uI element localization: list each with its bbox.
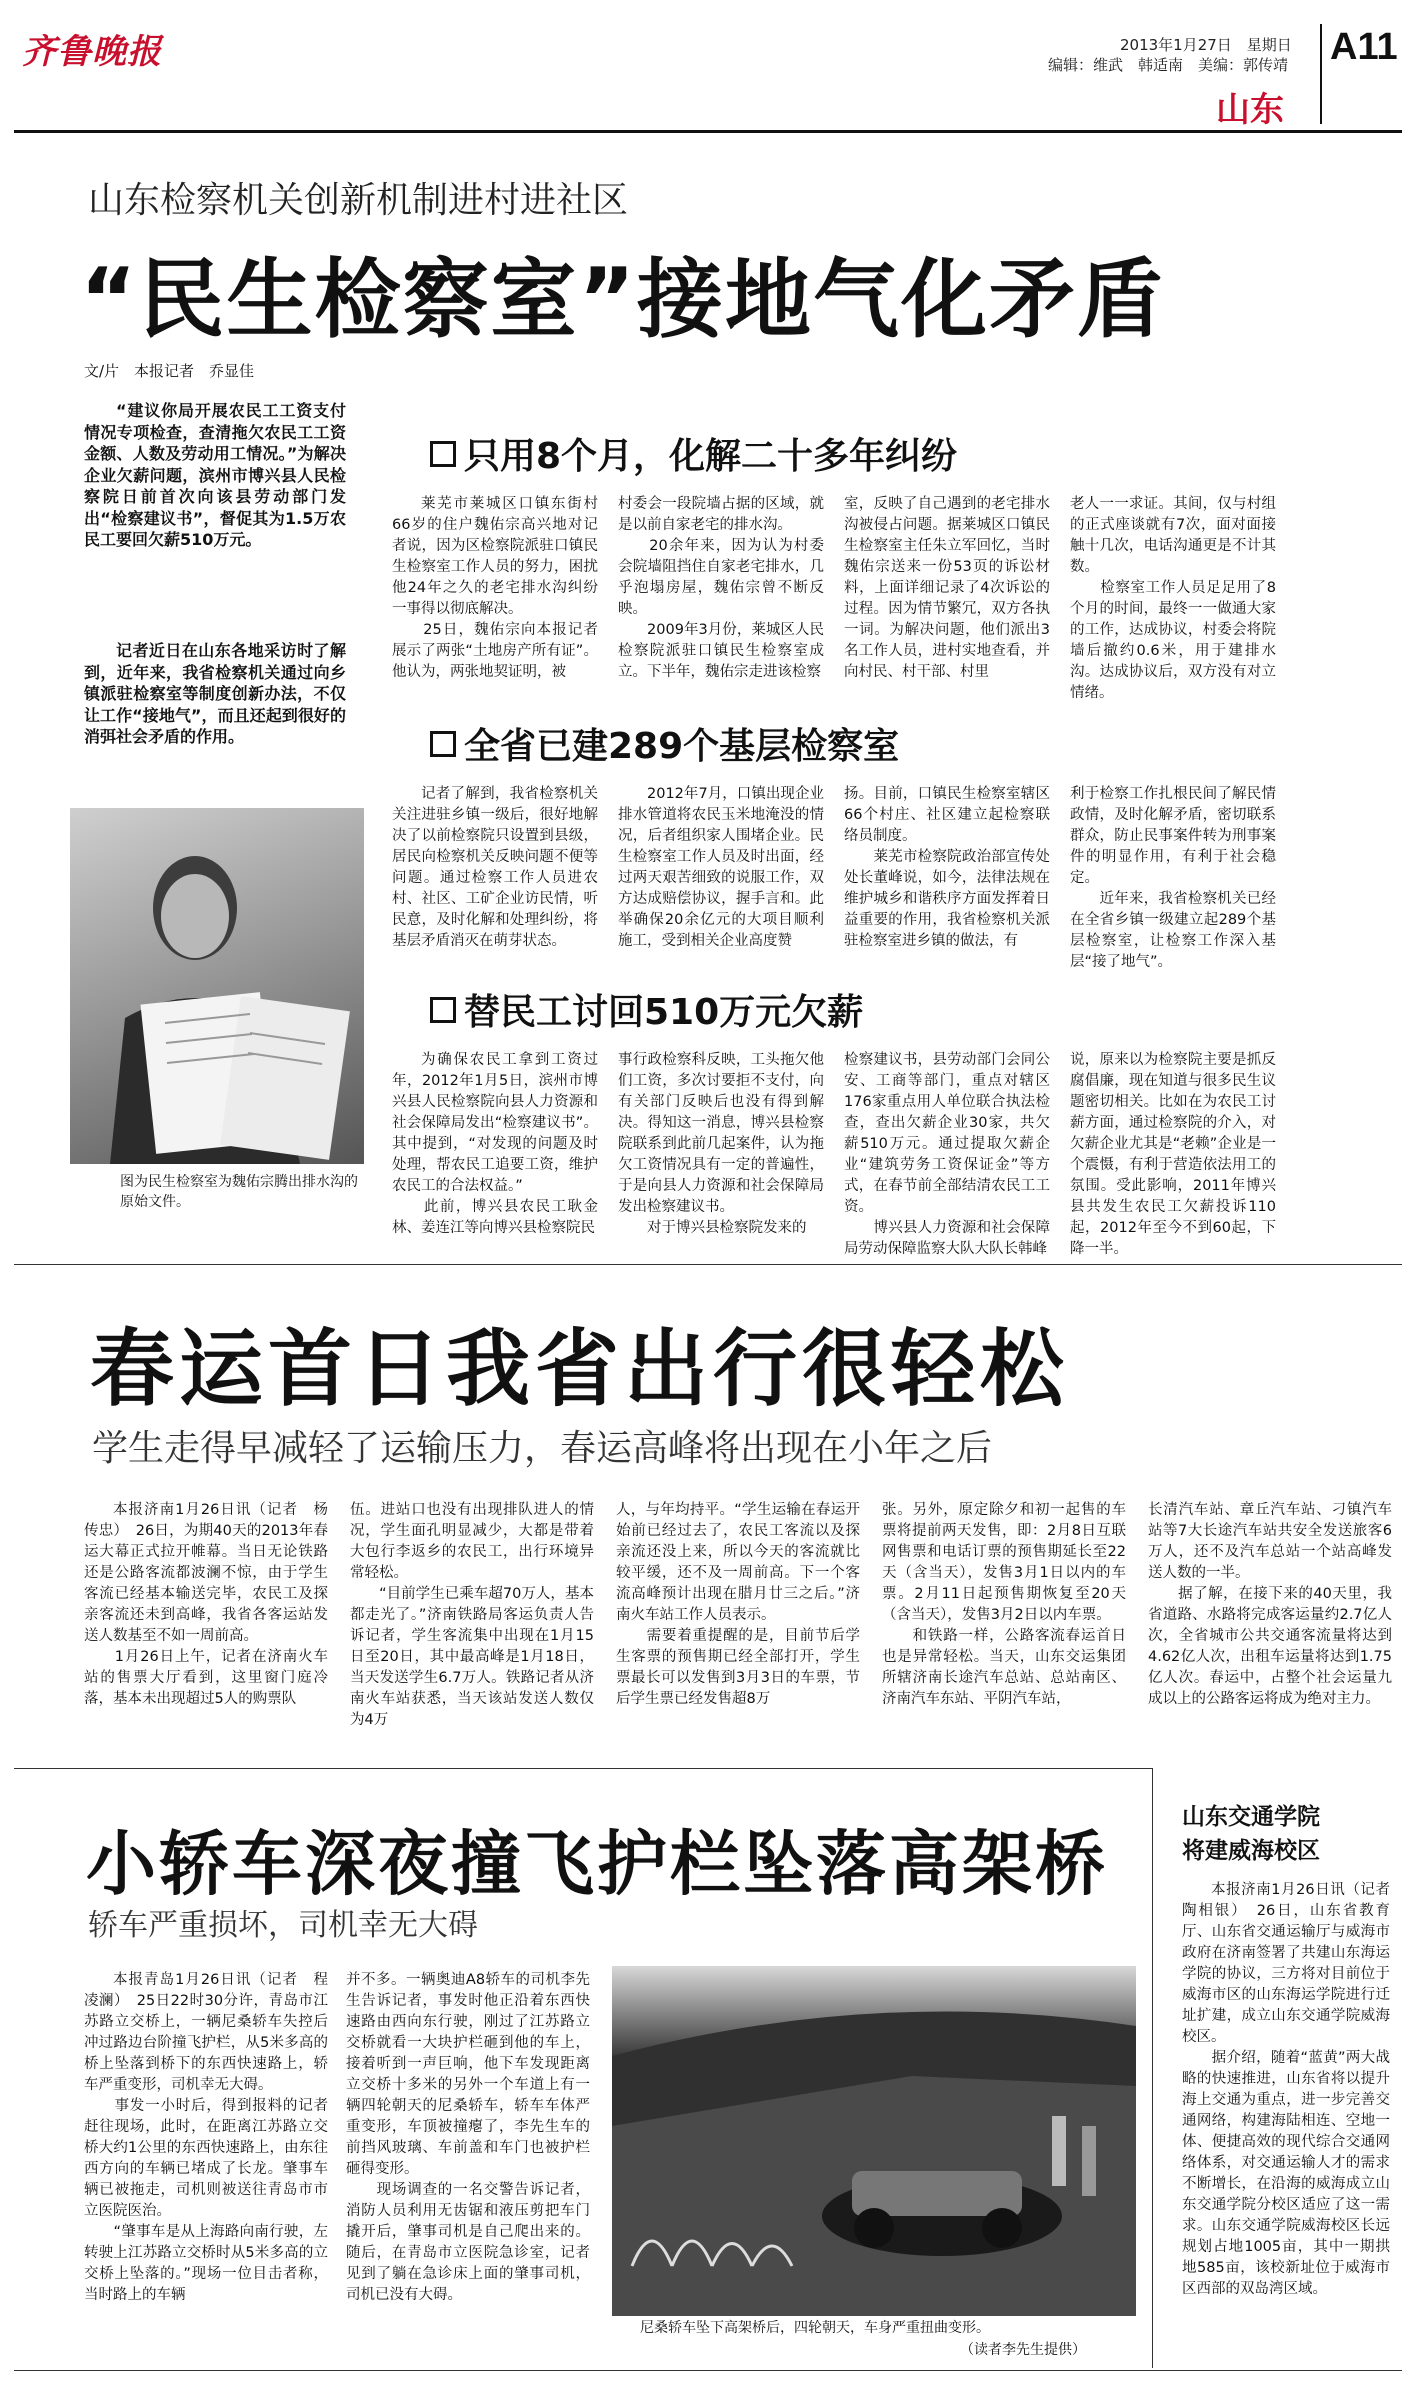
- story1-kicker: 山东检察机关创新机制进村进社区: [88, 180, 629, 221]
- story1-sub1-col-4: 老人一一求证。其间，仅与村组的正式座谈就有7次，面对面接触十几次，电话沟通更是不计其数。 检察室工作人员足足用了8个月的时间，最终一一做通大家的工作，达成协议，村委会将院墙后撤约0.6米，用于建排水沟。达成协议后，双方没有对立情绪。: [1070, 496, 1276, 701]
- story4-headline-line1: 山东交通学院: [1182, 1804, 1320, 1830]
- story4-text: 本报济南1月26日讯（记者 陶相银） 26日，山东省教育厅、山东省交通运输厅与威海市政府在济南签署了共建山东海运学院的协议，三方将对目前位于威海市区的山东海运学院进行迁址扩建，成立山东交通学院威海校区。 据介绍，随着“蓝黄”两大战略的快速推进，山东省将以提升海上交通为重点，进一步完善交通网络，构建海陆相连、空地一体、便捷高效的现代综合交通网络体系，对交通运输人才的需求不断增长，在沿海的威海成立山东交通学院分校区适应了这一需求。山东交通学院威海校区长远规划占地1005亩，其中一期拱地585亩，该校新址位于威海市区西部的双岛湾区域。: [1182, 1882, 1390, 2297]
- story1-byline: 文/片 本报记者 乔显佳: [84, 362, 255, 380]
- story3-headline: 小轿车深夜撞飞护栏坠落高架桥: [86, 1823, 1108, 1905]
- story1-subhead-1: [430, 428, 957, 479]
- story1-subhead-3-text: 替民工讨回510万元欠薪: [464, 992, 864, 1033]
- story1-subhead-3: [430, 984, 863, 1035]
- story3-col-1: 本报青岛1月26日讯（记者 程凌澜） 25日22时30分许，青岛市江苏路立交桥上，一辆尼桑轿车失控后冲过路边台阶撞飞护栏，从5米多高的桥上坠落到桥下的东西快速路上，轿车严重变形，司机幸无大碍。 事发一小时后，得到报料的记者赶往现场，此时，在距离江苏路立交桥大约1公里的东西快速路上，由东往西方向的车辆已堵成了长龙。肇事车辆已被拖走，司机则被送往青岛市市立医院医治。 “肇事车是从上海路向南行驶，左转驶上江苏路立交桥时从5米多高的立交桥上坠落的。”现场一位目击者称，当时路上的车辆: [84, 1972, 328, 2303]
- story2-bottom-rule: [14, 1768, 1152, 1769]
- checkbox-icon: [430, 997, 456, 1023]
- story3-photo: [612, 1966, 1136, 2316]
- story1-sub3-col-3: 检察建议书，县劳动部门会同公安、工商等部门，重点对辖区176家重点用人单位联合执法检查，查出欠薪企业30家，共欠薪510万元。通过提取欠薪企业“建筑劳务工资保证金”等方式，在春节前全部结清农民工工资。 博兴县人力资源和社会保障局劳动保障监察大队大队长韩峰: [844, 1052, 1050, 1257]
- story1-sub1-col-2: 村委会一段院墙占据的区域，就是以前自家老宅的排水沟。 20余年来，因为认为村委会院墙阻挡住自家老宅排水，几乎泡塌房屋，魏佑宗曾不断反映。 2009年3月份，莱城区人民检察院派驻口镇民生检察室成立。下半年，魏佑宗走进该检察: [618, 496, 824, 680]
- story1-sub1-col-1: 莱芜市莱城区口镇东街村66岁的住户魏佑宗高兴地对记者说，因为区检察院派驻口镇民生检察室工作人员的努力，困扰他24年之久的老宅排水沟纠纷一事得以彻底解决。 25日，魏佑宗向本报记者展示了两张“土地房产所有证”。他认为，两张地契证明，被: [392, 496, 598, 680]
- story1-lead-p1: “建议你局开展农民工工资支付情况专项检查，查清拖欠农民工工资金额、人数及劳动用工情况。”为解决企业欠薪问题，滨州市博兴县人民检察院日前首次向该县劳动部门发出“检察建议书”，督促其为1.5万农民工要回欠薪510万元。: [84, 401, 346, 549]
- story2-col-3: 人，与年均持平。“学生运输在春运开始前已经过去了，农民工客流以及探亲流还没上来，所以今天的客流就比较平缓，还不及一周前高。下一个客流高峰预计出现在腊月廿三之后。”济南火车站工作人员表示。 需要着重提醒的是，目前节后学生客票的预售期已经全部打开，学生票最长可以发售到3月3日的车票，节后学生票已经发售超8万: [616, 1502, 860, 1707]
- page-bottom-rule: [14, 2370, 1402, 2371]
- story2-col-1: 本报济南1月26日讯（记者 杨传忠） 26日，为期40天的2013年春运大幕正式拉开帷幕。当日无论铁路还是公路客流都波澜不惊，由于学生客流已经基本输送完毕，农民工及探亲客流还未到高峰，我省各客运站发送人数基至不如一周前高。 1月26日上午，记者在济南火车站的售票大厅看到，这里窗门庭冷落，基本未出现超过5人的购票队: [84, 1502, 328, 1707]
- story2-headline: 春运首日我省出行很轻松: [90, 1320, 1070, 1418]
- checkbox-icon: [430, 731, 456, 757]
- story1-subhead-2-text: 全省已建289个基层检察室: [464, 726, 900, 767]
- story1-sub3-col-1: 为确保农民工拿到工资过年，2012年1月5日，滨州市博兴县人民检察院向县人力资源和社会保障局发出“检察建议书”。其中提到，“对发现的问题及时处理，帮农民工追要工资，维护农民工的合法权益。” 此前，博兴县农民工耿金林、姜连江等向博兴县检察院民: [392, 1052, 598, 1236]
- masthead-editors: 编辑：维武 韩适南 美编：郭传靖: [1048, 56, 1289, 74]
- masthead-date: 2013年1月27日 星期日: [1120, 36, 1292, 54]
- sidebar-divider: [1152, 1768, 1153, 2368]
- story1-subhead-2: [430, 718, 899, 769]
- story3-subhead: 轿车严重损坏，司机幸无大碍: [88, 1908, 478, 1943]
- story1-photo-caption: 图为民生检察室为魏佑宗腾出排水沟的原始文件。: [120, 1174, 358, 1210]
- story1-sub2-col-3: 扬。目前，口镇民生检察室辖区66个村庄、社区建立起检察联络员制度。 莱芜市检察院政治部宣传处处长董峰说，如今，法律法规在维护城乡和谐秩序方面发挥着日益重要的作用，我省检察机关派驻检察室进乡镇的做法，有: [844, 786, 1050, 949]
- story2-col-4: 张。另外，原定除夕和初一起售的车票将提前两天发售，即：2月8日互联网售票和电话订票的预售期延长至22天（含当天），发售3月1日以内的车票。2月11日起预售期恢复至20天（含当天），发售3月2日以内车票。 和铁路一样，公路客流春运首日也是异常轻松。当天，山东交运集团所辖济南长途汽车总站、总站南区、济南汽车东站、平阴汽车站，: [882, 1502, 1126, 1707]
- story3-photo-caption: 尼桑轿车坠下高架桥后，四轮朝天，车身严重扭曲变形。: [640, 2320, 990, 2336]
- page-number: A11: [1330, 26, 1398, 68]
- story2-col-2: 伍。进站口也没有出现排队进人的情况，学生面孔明显减少，大都是带着大包行李返乡的农民工，出行环境异常轻松。 “目前学生已乘车超70万人，基本都走光了。”济南铁路局客运负责人告诉记者，学生客流集中出现在1月15日至20日，其中最高峰是1月18日，当天发送学生6.7万人。铁路记者从济南火车站获悉，当天该站发送人数仅为4万: [350, 1502, 594, 1728]
- masthead-rule: [14, 130, 1402, 133]
- masthead-divider: [1320, 24, 1322, 124]
- story1-subhead-1-text: 只用8个月，化解二十多年纠纷: [464, 436, 958, 477]
- story2-subhead: 学生走得早减轻了运输压力，春运高峰将出现在小年之后: [92, 1428, 993, 1469]
- section-label: 山东: [1216, 90, 1284, 130]
- story1-sub2-col-1: 记者了解到，我省检察机关关注进驻乡镇一级后，很好地解决了以前检察院只设置到县级，居民向检察机关反映问题不便等问题。通过检察工作人员进农村、社区、工矿企业访民情，听民意，及时化解和处理纠纷，将基层矛盾消灭在萌芽状态。: [392, 786, 598, 949]
- checkbox-icon: [430, 441, 456, 467]
- story1-sub2-col-4: 利于检察工作扎根民间了解民情政情，及时化解矛盾，密切联系群众，防止民事案件转为刑事案件的明显作用，有利于社会稳定。 近年来，我省检察机关已经在全省乡镇一级建立起289个基层检察室，让检察工作深入基层“接了地气”。: [1070, 786, 1276, 970]
- story1-headline: “民生检察室”接地气化矛盾: [80, 250, 1166, 350]
- story2-col-5: 长清汽车站、章丘汽车站、刁镇汽车站等7大长途汽车站共安全发送旅客6万人，还不及汽车总站一个站高峰发送人数的一半。 据了解，在接下来的40天里，我省道路、水路将完成客运量约2.7亿人次，全省城市公共交通客流量将达到4.62亿人次，出租车运量将达到1.75亿人次。春运中，占整个社会运量九成以上的公路客运将成为绝对主力。: [1148, 1502, 1392, 1707]
- story1-photo: [70, 808, 364, 1164]
- story3-photo-credit: （读者李先生提供）: [960, 2342, 1086, 2358]
- story1-sub2-col-2: 2012年7月，口镇出现企业排水管道将农民玉米地淹没的情况，后者组织家人围堵企业。民生检察室工作人员及时出面，经过两天艰苦细致的说服工作，双方达成赔偿协议，握手言和。此举确保20余亿元的大项目顺利施工，受到相关企业高度赞: [618, 786, 824, 949]
- story1-sub3-col-2: 事行政检察科反映，工头拖欠他们工资，多次讨要拒不支付，向有关部门反映后也没有得到解决。得知这一消息，博兴县检察院联系到此前几起案件，认为拖欠工资情况具有一定的普遍性，于是向县人力资源和社会保障局发出检察建议书。 对于博兴县检察院发来的: [618, 1052, 824, 1236]
- story1-lead-p2: 记者近日在山东各地采访时了解到，近年来，我省检察机关通过向乡镇派驻检察室等制度创新办法，不仅让工作“接地气”，而且还起到很好的消弭社会矛盾的作用。: [84, 641, 346, 746]
- story3-col-2: 并不多。一辆奥迪A8轿车的司机李先生告诉记者，事发时他正沿着东西快速路由西向东行驶，刚过了江苏路立交桥就看一大块护栏砸到他的车上，接着听到一声巨响，他下车发现距离立交桥十多米的另外一个车道上有一辆四轮朝天的尼桑轿车，轿车车体严重变形，车顶被撞瘪了，李先生车的前挡风玻璃、车前盖和车门也被护栏砸得变形。 现场调查的一名交警告诉记者，消防人员利用无齿锯和液压剪把车门撬开后，肇事司机是自己爬出来的。随后，在青岛市立医院急诊室，记者见到了躺在急诊床上面的肇事司机，司机已没有大碍。: [346, 1972, 590, 2303]
- story1-sub3-col-4: 说，原来以为检察院主要是抓反腐倡廉，现在知道与很多民生议题密切相关。比如在为农民工讨薪方面，通过检察院的介入，对欠薪企业尤其是“老赖”企业是一个震慑，有利于营造依法用工的氛围。受此影响，2011年博兴县共发生农民工欠薪投诉110起，2012年至今不到60起，下降一半。: [1070, 1052, 1276, 1257]
- story1-bottom-rule: [14, 1264, 1402, 1265]
- story1-sub1-col-3: 室，反映了自己遇到的老宅排水沟被侵占问题。据莱城区口镇民生检察室主任朱立军回忆，当时魏佑宗送来一份53页的诉讼材料，上面详细记录了4次诉讼的过程。因为情节繁冗，双方各执一词。为解决问题，他们派出3名工作人员，进村实地查看，并向村民、村干部、村里: [844, 496, 1050, 680]
- masthead-logo: 齐鲁晚报: [22, 32, 162, 72]
- story4-headline-line2: 将建威海校区: [1182, 1838, 1320, 1864]
